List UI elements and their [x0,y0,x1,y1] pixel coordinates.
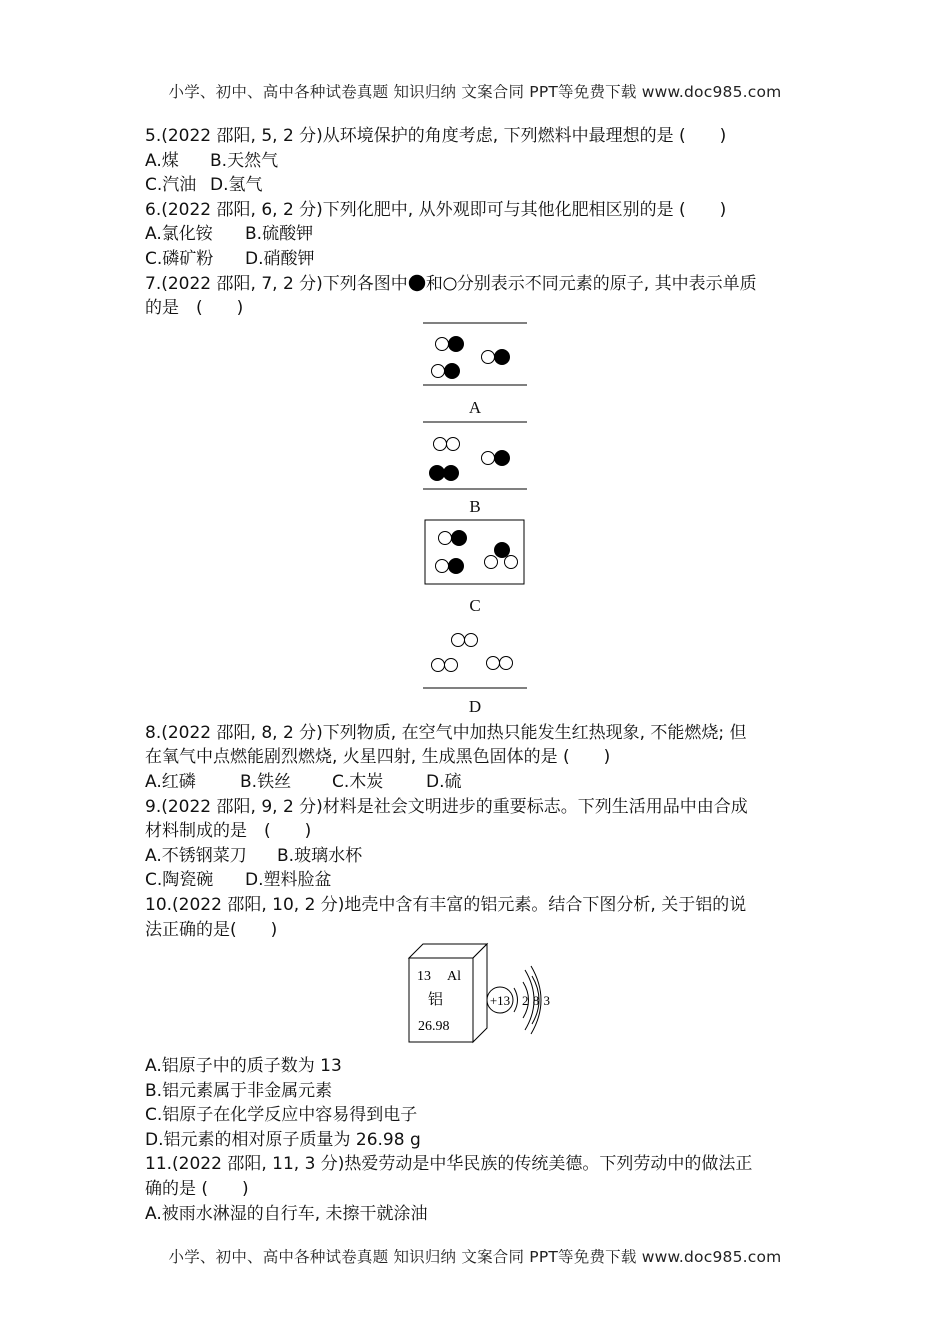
q7-stem-line2: 的是 ( ) [145,298,244,319]
q9-stem-line2: 材料制成的是 ( ) [145,821,312,842]
fig-label-d: D [468,696,482,716]
question-content [145,124,810,1226]
q5-option-c: C.汽油 [145,175,197,196]
box-b-molecules [429,437,510,481]
q10-stem-line2: 法正确的是( ) [145,919,278,940]
element-mass: 26.98 [418,1019,450,1035]
q9-option-c: C.陶瓷碗 [145,870,214,891]
q6-options-cd [145,247,810,272]
element-name: 铝 [428,992,444,1009]
element-number: 13 [417,969,431,985]
q6-option-a: A.氯化铵 [145,224,213,245]
q9-option-d: D.塑料脸盆 [245,870,332,891]
hollow-atom-icon [443,277,457,291]
fig-label-a: A [468,397,482,417]
q7-stem-and: 和 [425,273,443,294]
q8-option-d: D.硫 [426,771,462,792]
q7-figure [145,321,810,721]
box-d-molecules [432,633,513,671]
footer-banner: 小学、初中、高中各种试卷真题 知识归纳 文案合同 PPT等免费下载 www.doc985.com [168,1248,782,1266]
q9-options-ab [145,844,810,869]
box-c-molecules [436,530,518,574]
q7-stem-after: 分别表示不同元素的原子, 其中表示单质 [456,273,757,294]
q5-option-b: B.天然气 [210,150,279,171]
filled-atom-icon [408,274,426,292]
q10-stem-line1: 10.(2022 邵阳, 10, 2 分)地壳中含有丰富的铝元素。结合下图分析, 关于铝的说 [145,894,747,915]
q11-stem-line1: 11.(2022 邵阳, 11, 3 分)热爱劳动是中华民族的传统美德。下列劳动中的做法正 [145,1154,753,1175]
nucleus-charge: +13 [489,993,511,1009]
q6-options-ab [145,222,810,247]
q11-option-a: A.被雨水淋湿的自行车, 未擦干就涂油 [145,1203,428,1224]
q10-option-d: D.铝元素的相对原子质量为 26.98 g [145,1129,421,1150]
q5-option-a: A.煤 [145,150,179,171]
q5-option-d: D.氢气 [210,175,263,196]
q8-options [145,770,810,795]
q8-stem-line1: 8.(2022 邵阳, 8, 2 分)下列物质, 在空气中加热只能发生红热现象, 不能燃烧; 但 [145,722,747,743]
q6-option-d: D.硝酸钾 [245,248,315,269]
fig-label-b: B [469,496,481,516]
q5-options-cd [145,173,810,198]
q10-option-a: A.铝原子中的质子数为 13 [145,1056,342,1077]
q10-option-b: B.铝元素属于非金属元素 [145,1080,333,1101]
q6-option-b: B.硫酸钾 [245,224,314,245]
q6-option-c: C.磷矿粉 [145,248,214,269]
q9-stem-line1: 9.(2022 邵阳, 9, 2 分)材料是社会文明进步的重要标志。下列生活用品中由合成 [145,796,748,817]
q7-molecule-diagrams [145,321,810,721]
q7-stem-before: 7.(2022 邵阳, 7, 2 分)下列各图中 [145,273,408,294]
q6-stem: 6.(2022 邵阳, 6, 2 分)下列化肥中, 从外观即可与其他化肥相区别的是 ( ) [145,199,727,220]
aluminum-element-diagram [145,942,810,1054]
element-symbol: Al [447,969,461,985]
q8-option-c: C.木炭 [332,771,384,792]
q8-stem-line2: 在氧气中点燃能剧烈燃烧, 火星四射, 生成黑色固体的是 ( ) [145,747,611,768]
aluminum-figure [145,942,810,1054]
electron-counts: 2 8 3 [522,993,551,1009]
q7-stem [145,272,810,297]
fig-label-c: C [469,595,481,615]
q10-option-c: C.铝原子在化学反应中容易得到电子 [145,1105,418,1126]
header-banner: 小学、初中、高中各种试卷真题 知识归纳 文案合同 PPT等免费下载 www.doc985.com [168,83,782,101]
q8-option-a: A.红磷 [145,771,196,792]
q5-stem: 5.(2022 邵阳, 5, 2 分)从环境保护的角度考虑, 下列燃料中最理想的是 ( ) [145,126,727,146]
q11-stem-line2: 确的是 ( ) [145,1179,249,1200]
q9-option-b: B.玻璃水杯 [277,845,363,866]
q5-options-ab [145,149,810,174]
q9-option-a: A.不锈钢菜刀 [145,845,247,866]
q9-options-cd [145,868,810,893]
q8-option-b: B.铁丝 [240,771,292,792]
box-a-molecules [432,336,511,379]
